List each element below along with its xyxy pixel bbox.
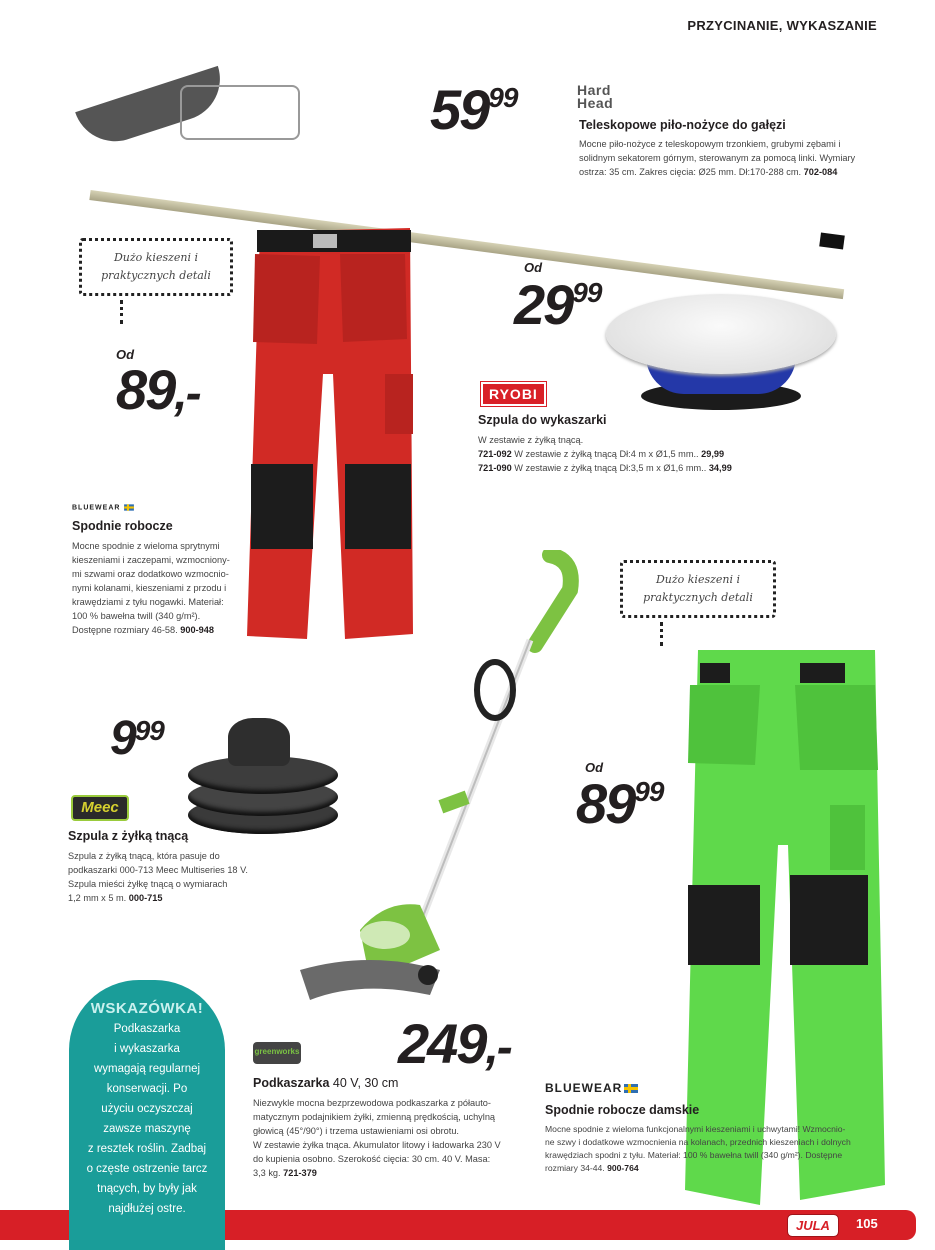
product-description (253, 1096, 523, 1180)
desc-line: głowicą (45°/90°) i trzema ustawieniami osi obrotu. (253, 1126, 459, 1136)
swedish-flag-icon (125, 504, 135, 510)
desc-line: Mocne spodnie z wieloma sprytnymi (72, 541, 220, 551)
desc-line: Mocne spodnie z wieloma funkcjonalnymi kieszeniami i uchwytami! Wzmocnio- (545, 1124, 846, 1134)
brand-line: Head (577, 95, 614, 111)
desc-line: Niezwykle mocna bezprzewodowa podkaszarka z półauto- (253, 1098, 491, 1108)
price-decimal: 99 (572, 277, 602, 308)
price-work-pants (116, 358, 200, 421)
title-suffix: 40 V, 30 cm (332, 1076, 399, 1090)
bubble-line: praktycznych detali (643, 591, 753, 604)
price-trimmer (398, 1012, 511, 1075)
price-decimal: ,- (485, 1021, 511, 1074)
price-integer: 9 (110, 712, 135, 765)
product-title: Szpula do wykaszarki (478, 413, 607, 427)
price-decimal: 99 (488, 82, 518, 113)
desc-line: krawędziami z tyłu nogawki. Materiał: (72, 597, 224, 607)
brand-logo-bluewear (72, 503, 136, 512)
speech-bubble (79, 238, 233, 296)
bubble-line: praktycznych detali (101, 269, 211, 282)
price-decimal: ,- (174, 367, 200, 420)
variant-sku: 721-090 (478, 463, 512, 473)
product-sku: 702-084 (803, 167, 838, 177)
tip-line: tnących, by były jak (97, 1183, 197, 1195)
tip-line: i wykaszarka (114, 1043, 180, 1055)
tip-line: najdłużej ostre. (108, 1203, 186, 1215)
variant-sku: 721-092 (478, 449, 512, 459)
tip-line: wymagają regularnej (93, 1063, 201, 1075)
title-main: Podkaszarka (253, 1076, 330, 1090)
jula-logo: JULA (788, 1215, 838, 1236)
product-sku: 900-948 (180, 625, 214, 635)
variant-price: 34,99 (708, 463, 732, 473)
desc-line: solidnym sekatorem górnym, sterowanym za pomocą linki. Wymiary (579, 153, 856, 163)
desc-line: kieszeniami i zaczepami, wzmocniony- (72, 555, 230, 565)
ryobi-spool-image (606, 294, 836, 414)
desc-line: do kupienia osobno. Szerokość cięcia: 30 cm. 40 V. Masa: (253, 1154, 491, 1164)
product-sku: 721-379 (283, 1168, 317, 1178)
bubble-line: Dużo kieszeni i (655, 573, 741, 586)
product-description (478, 433, 778, 475)
tip-line: o częste ostrzenie tarcz (86, 1163, 208, 1175)
tip-body (69, 1019, 225, 1219)
price-integer: 249 (398, 1012, 486, 1075)
brand-logo-greenworks: greenworks (253, 1042, 301, 1064)
desc-line: Mocne piło-nożyce z teleskopowym trzonkiem, grubymi zębami i (579, 139, 841, 149)
brand-logo-bluewear (545, 1081, 638, 1095)
desc-line: mi szwami oraz dodatkowo wzmocnio- (72, 569, 229, 579)
product-description (72, 539, 252, 637)
price-womens-pants (576, 772, 664, 835)
tip-line: użyciu oczyszczaj (101, 1103, 193, 1115)
spool-lid (606, 294, 836, 374)
price-meec-spool (110, 712, 164, 765)
desc-line: podkaszarki 000-713 Meec Multiseries 18 V. (68, 865, 248, 875)
pruner-head-image (180, 85, 300, 140)
product-description (579, 137, 879, 179)
price-prefix: Od (524, 260, 543, 275)
variant-price: 29,99 (701, 449, 725, 459)
desc-line: Dostępne rozmiary 46-58. (72, 625, 178, 635)
desc-line: rozmiary 34-44. (545, 1163, 605, 1173)
price-integer: 29 (514, 273, 573, 336)
product-title: Teleskopowe piło-nożyce do gałęzi (579, 118, 786, 132)
brand-text: BLUEWEAR (545, 1081, 623, 1095)
speech-bubble-tail (660, 622, 663, 646)
desc-line: 1,2 mm x 5 m. (68, 893, 127, 903)
string-trimmer-image (290, 550, 590, 1020)
desc-line: nymi kolanami, kieszeniami z przodu i (72, 583, 227, 593)
tip-line: Podkaszarka (113, 1023, 181, 1035)
speech-bubble-tail (120, 300, 123, 324)
desc-line: ostrza: 35 cm. Zakres cięcia: Ø25 mm. Dł:170-288 cm. (579, 167, 802, 177)
variant-text: W zestawie z żyłką tnącą Dł:3,5 m x Ø1,6 mm.. (514, 463, 707, 473)
brand-text: BLUEWEAR (72, 504, 121, 512)
brand-logo-meec: Meec (71, 795, 129, 821)
product-description (545, 1123, 890, 1175)
price-ryobi-spool (514, 273, 602, 336)
desc-line: W zestawie z żyłką tnącą. (478, 435, 584, 445)
brand-line: Hard (577, 82, 611, 98)
price-integer: 89 (116, 358, 175, 421)
product-sku: 000-715 (128, 893, 163, 903)
desc-line: 3,3 kg. (253, 1168, 281, 1178)
price-prefix: Od (116, 347, 135, 362)
page-number: 105 (856, 1216, 878, 1231)
product-description (68, 849, 268, 905)
product-sku: 900-764 (607, 1163, 639, 1173)
brand-logo-hardhead (577, 84, 613, 110)
variant-row (478, 447, 778, 461)
desc-line: Szpula z żyłką tnącą, która pasuje do (68, 851, 220, 861)
price-integer: 59 (430, 78, 489, 141)
desc-line: W zestawie żyłka tnąca. Akumulator litowy i ładowarka 230 V (253, 1140, 501, 1150)
tip-heading: WSKAZÓWKA! (90, 1000, 204, 1017)
tip-line: zawsze maszynę (103, 1123, 191, 1135)
variant-row (478, 461, 778, 475)
desc-line: 100 % bawełna twill (340 g/m²). (72, 611, 201, 621)
swedish-flag-icon (624, 1084, 638, 1093)
price-pruner (430, 78, 518, 141)
price-decimal: 99 (134, 715, 164, 746)
brand-logo-ryobi: RYOBI (481, 382, 546, 406)
desc-line: matycznym podajnikiem żyłki, zmienną prędkością, uchylną (253, 1112, 496, 1122)
pruner-handle-image (819, 232, 845, 249)
section-title: PRZYCINANIE, WYKASZANIE (687, 18, 877, 33)
speech-bubble (620, 560, 776, 618)
desc-line: Szpula mieści żyłkę tnącą o wymiarach (68, 879, 228, 889)
desc-line: krawędziach spodni z tyłu. Materiał: 100 % bawełna twill (340 g/m²). Dostępne (545, 1150, 843, 1160)
tip-line: z resztek roślin. Zadbaj (87, 1143, 207, 1155)
product-title: Szpula z żyłką tnącą (68, 829, 189, 843)
price-integer: 89 (576, 772, 635, 835)
variant-text: W zestawie z żyłką tnącą Dł:4 m x Ø1,5 mm.. (514, 449, 699, 459)
product-title: Spodnie robocze (72, 519, 173, 533)
spool-cap (228, 718, 290, 766)
bubble-line: Dużo kieszeni i (113, 251, 199, 264)
desc-line: ne szwy i dodatkowe wzmocnienia na kolanach, przednich kieszeniach i dolnych (545, 1137, 851, 1147)
price-decimal: 99 (634, 776, 664, 807)
product-title: Spodnie robocze damskie (545, 1103, 700, 1117)
tip-line: konserwacji. Po (106, 1083, 188, 1095)
price-prefix: Od (585, 760, 604, 775)
product-title (253, 1076, 398, 1090)
tip-box (69, 980, 225, 1250)
